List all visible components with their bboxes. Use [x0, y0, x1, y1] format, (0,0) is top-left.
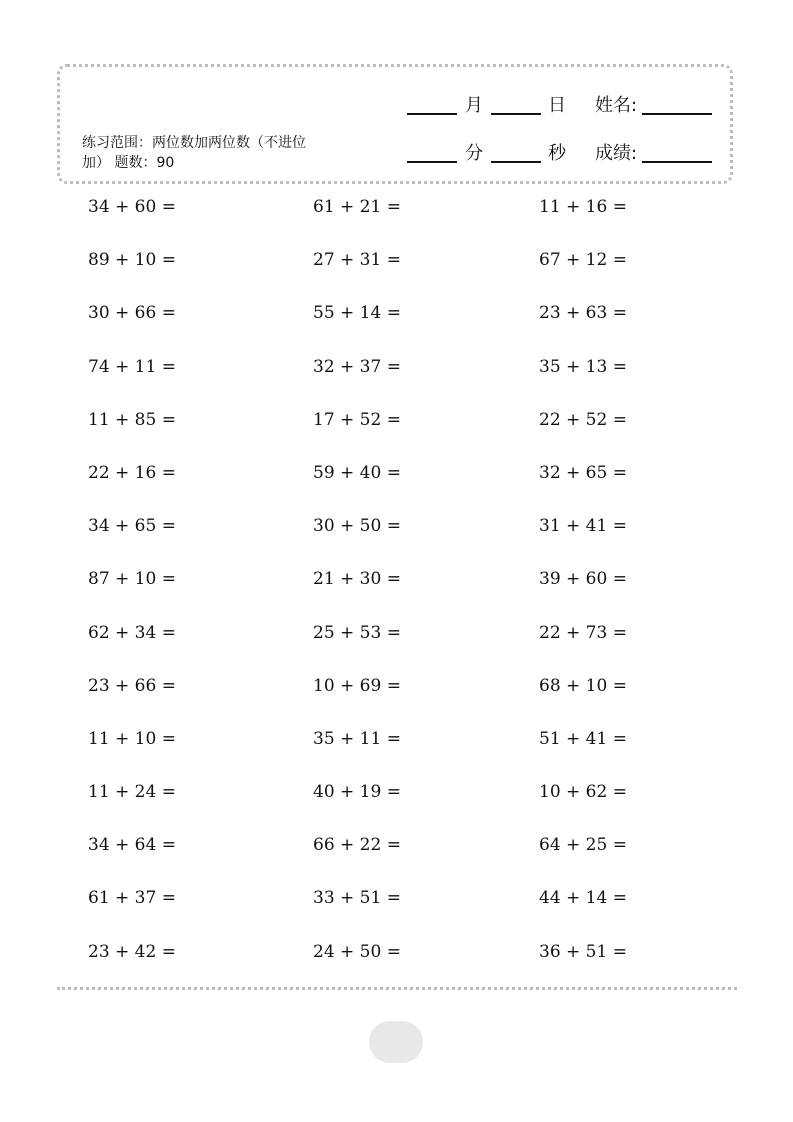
problem-item: 21 + 30 = — [313, 569, 401, 590]
problem-item: 44 + 14 = — [539, 888, 627, 909]
problem-item: 10 + 62 = — [539, 782, 627, 803]
problem-item: 11 + 10 = — [88, 728, 176, 749]
score-label: 成绩: — [595, 143, 638, 164]
problem-grid — [88, 197, 748, 995]
problem-row — [88, 623, 748, 676]
problem-row — [88, 676, 748, 729]
problem-row — [88, 357, 748, 410]
problem-row — [88, 197, 748, 250]
problem-item: 10 + 69 = — [313, 675, 401, 696]
name-label: 姓名: — [595, 95, 638, 116]
bottom-divider — [57, 987, 737, 990]
problem-item: 17 + 52 = — [313, 409, 401, 430]
problem-item: 51 + 41 = — [539, 728, 627, 749]
problem-item: 40 + 19 = — [313, 782, 401, 803]
problem-item: 22 + 52 = — [539, 409, 627, 430]
problem-row — [88, 463, 748, 516]
problem-item: 31 + 41 = — [539, 516, 627, 537]
problem-item: 36 + 51 = — [539, 941, 627, 962]
problem-row — [88, 782, 748, 835]
problem-item: 11 + 24 = — [88, 782, 176, 803]
month-blank[interactable] — [407, 113, 457, 115]
problem-item: 61 + 21 = — [313, 197, 401, 217]
problem-item: 33 + 51 = — [313, 888, 401, 909]
problem-item: 23 + 66 = — [88, 675, 176, 696]
page-number-badge — [369, 1021, 423, 1063]
second-blank[interactable] — [491, 161, 541, 163]
problem-item: 89 + 10 = — [88, 250, 176, 271]
problem-item: 68 + 10 = — [539, 675, 627, 696]
problem-item: 24 + 50 = — [313, 941, 401, 962]
problem-item: 34 + 60 = — [88, 197, 176, 217]
problem-item: 67 + 12 = — [539, 250, 627, 271]
score-blank[interactable] — [642, 161, 712, 163]
second-label: 秒 — [548, 143, 566, 164]
problem-item: 74 + 11 = — [88, 356, 176, 377]
minute-blank[interactable] — [407, 161, 457, 163]
problem-item: 64 + 25 = — [539, 835, 627, 856]
problem-item: 34 + 64 = — [88, 835, 176, 856]
problem-item: 11 + 16 = — [539, 197, 627, 217]
problem-item: 35 + 13 = — [539, 356, 627, 377]
name-blank[interactable] — [642, 113, 712, 115]
problem-item: 25 + 53 = — [313, 622, 401, 643]
problem-row — [88, 569, 748, 622]
problem-row — [88, 729, 748, 782]
problem-item: 34 + 65 = — [88, 516, 176, 537]
problem-item: 23 + 42 = — [88, 941, 176, 962]
problem-item: 27 + 31 = — [313, 250, 401, 271]
problem-row — [88, 516, 748, 569]
problem-item: 35 + 11 = — [313, 728, 401, 749]
problem-row — [88, 303, 748, 356]
problem-item: 62 + 34 = — [88, 622, 176, 643]
problem-row — [88, 250, 748, 303]
problem-item: 22 + 16 = — [88, 462, 176, 483]
problem-row — [88, 410, 748, 463]
problem-item: 55 + 14 = — [313, 303, 401, 324]
day-blank[interactable] — [491, 113, 541, 115]
problem-item: 23 + 63 = — [539, 303, 627, 324]
problem-item: 87 + 10 = — [88, 569, 176, 590]
problem-item: 66 + 22 = — [313, 835, 401, 856]
problem-row — [88, 835, 748, 888]
day-label: 日 — [548, 95, 566, 116]
problem-row — [88, 888, 748, 941]
problem-item: 30 + 66 = — [88, 303, 176, 324]
problem-item: 11 + 85 = — [88, 409, 176, 430]
problem-item: 30 + 50 = — [313, 516, 401, 537]
problem-item: 22 + 73 = — [539, 622, 627, 643]
problem-item: 32 + 65 = — [539, 462, 627, 483]
month-label: 月 — [465, 95, 483, 116]
problem-item: 32 + 37 = — [313, 356, 401, 377]
worksheet-header — [57, 64, 733, 184]
minute-label: 分 — [465, 143, 483, 164]
problem-item: 59 + 40 = — [313, 462, 401, 483]
practice-scope: 练习范围：两位数加两位数（不进位加） 题数：90 — [82, 135, 306, 171]
problem-item: 39 + 60 = — [539, 569, 627, 590]
problem-item: 61 + 37 = — [88, 888, 176, 909]
